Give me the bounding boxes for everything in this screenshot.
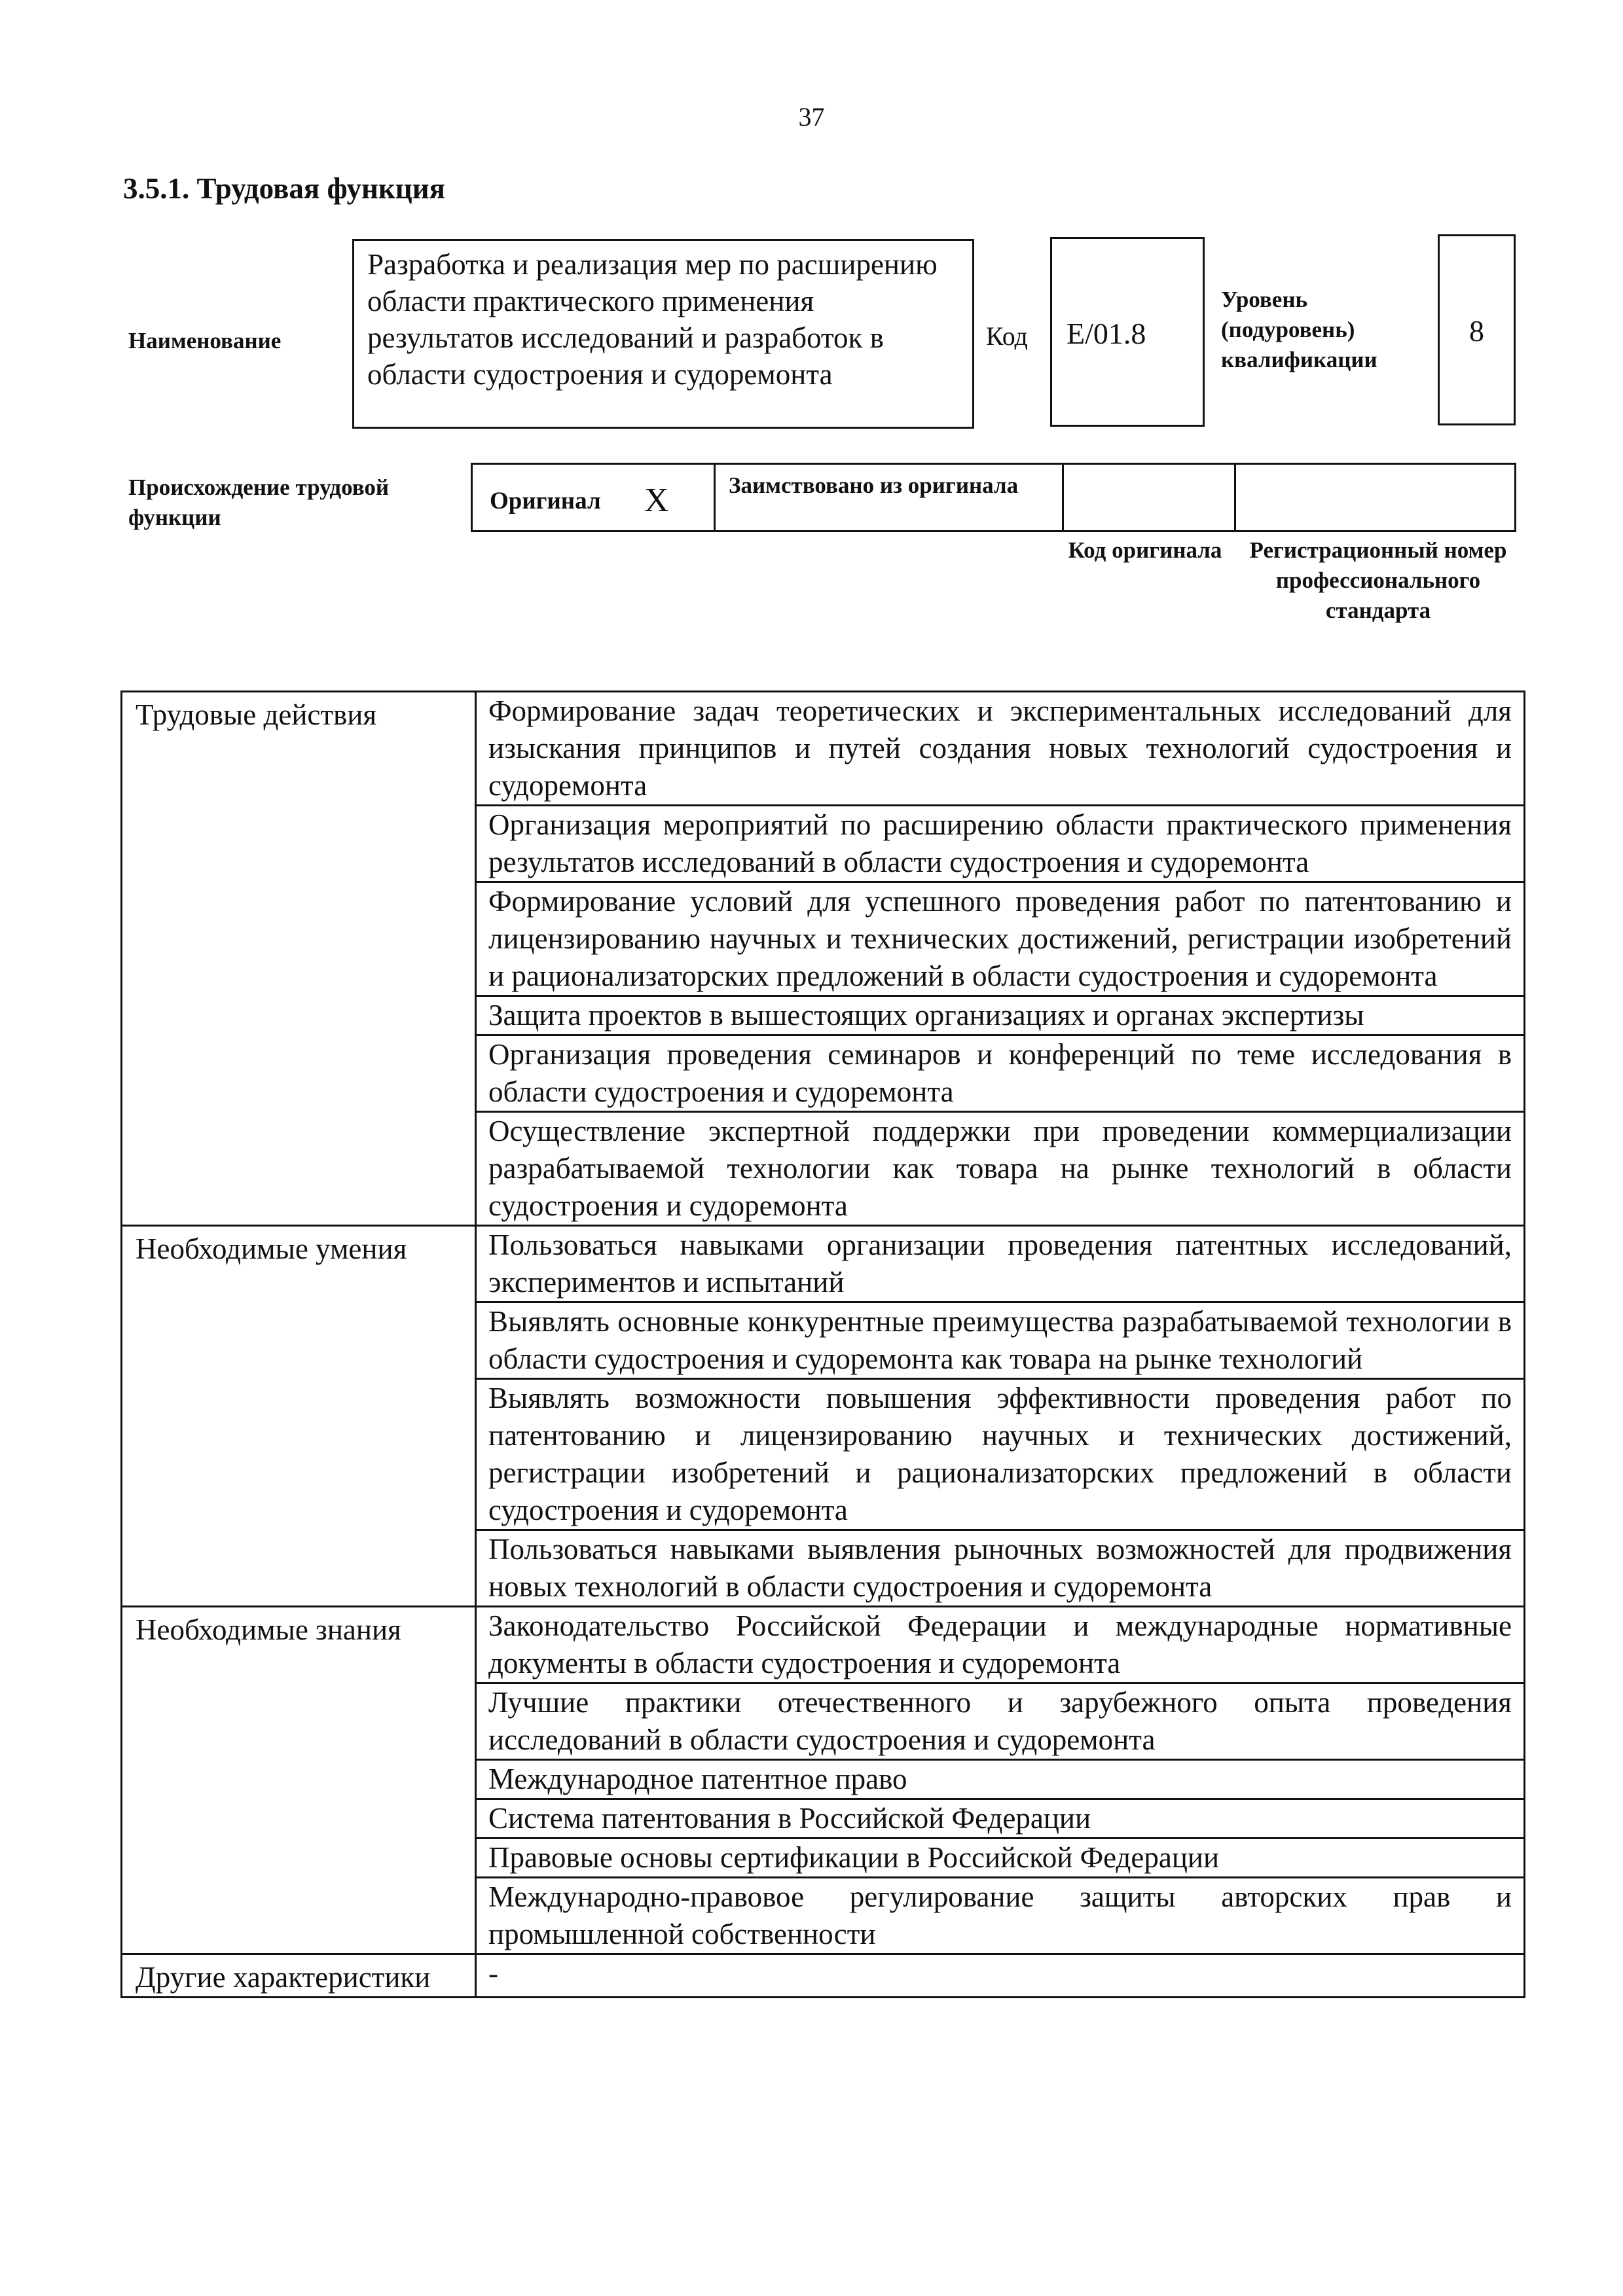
category-cell: Необходимые умения — [122, 1226, 476, 1607]
category-cell: Другие характеристики — [122, 1954, 476, 1998]
original-label: Оригинал — [490, 488, 601, 514]
description-cell: Осуществление экспертной поддержки при проведении коммерциализации разрабатываемой технологии как товара на рынке технологий в области судостроения и судоремонта — [476, 1112, 1525, 1226]
description-cell: Международно-правовое регулирование защиты авторских прав и промышленной собственности — [476, 1878, 1525, 1954]
registration-number-caption: Регистрационный номер профессионального стандарта — [1249, 537, 1507, 623]
function-name-box — [352, 239, 974, 429]
code-box — [1050, 237, 1205, 427]
function-name-value: Разработка и реализация мер по расширению области практического применения результатов исследований и разработок в области судостроения и судоремонта — [367, 248, 938, 391]
description-cell: Международное патентное право — [476, 1760, 1525, 1799]
original-mark: X — [644, 482, 669, 519]
original-code-caption: Код оригинала — [1068, 537, 1222, 563]
table-row — [122, 1226, 1525, 1302]
description-cell: Формирование условий для успешного проведения работ по патентованию и лицензированию научных и технических достижений, регистрации изобретений и рационализаторских предложений в области судостроения и судоремонта — [476, 882, 1525, 996]
description-cell: Пользоваться навыками организации проведения патентных исследований, экспериментов и испытаний — [476, 1226, 1525, 1302]
borrowed-label: Заимствовано из оригинала — [729, 473, 1019, 498]
original-cell — [473, 465, 716, 530]
level-value: 8 — [1469, 314, 1484, 348]
description-cell: Организация мероприятий по расширению области практического применения результатов исследований в области судостроения и судоремонта — [476, 806, 1525, 882]
original-code-cell — [1064, 465, 1236, 530]
function-details-table — [120, 691, 1525, 1998]
borrowed-cell — [716, 465, 1064, 530]
section-title: 3.5.1. Трудовая функция — [123, 172, 446, 205]
code-label: Код — [986, 321, 1028, 351]
code-value: E/01.8 — [1067, 317, 1146, 350]
description-cell: Лучшие практики отечественного и зарубежного опыта проведения исследований в области судостроения и судоремонта — [476, 1683, 1525, 1760]
name-label: Наименование — [128, 328, 282, 353]
origin-row — [471, 463, 1516, 532]
table-row — [122, 1607, 1525, 1683]
origin-label: Происхождение трудовой функции — [128, 475, 390, 530]
registration-number-cell — [1236, 465, 1514, 530]
description-cell: Пользоваться навыками выявления рыночных возможностей для продвижения новых технологий в области судостроения и судоремонта — [476, 1530, 1525, 1607]
description-cell: Законодательство Российской Федерации и международные нормативные документы в области судостроения и судоремонта — [476, 1607, 1525, 1683]
description-cell: Организация проведения семинаров и конференций по теме исследования в области судостроения и судоремонта — [476, 1035, 1525, 1112]
level-label: Уровень (подуровень) квалификации — [1221, 287, 1377, 372]
description-cell: Защита проектов в вышестоящих организациях и органах экспертизы — [476, 996, 1525, 1035]
description-cell: Выявлять основные конкурентные преимущества разрабатываемой технологии в области судостроения и судоремонта как товара на рынке технологий — [476, 1302, 1525, 1379]
category-cell: Трудовые действия — [122, 692, 476, 1226]
page-number: 37 — [798, 102, 825, 132]
description-cell: Выявлять возможности повышения эффективности проведения работ по патентованию и лицензированию научных и технических достижений, регистрации изобретений и рационализаторских предложений в области судостроения и судоремонта — [476, 1379, 1525, 1530]
description-cell: Формирование задач теоретических и экспериментальных исследований для изыскания принципов и путей создания новых технологий судостроения и судоремонта — [476, 692, 1525, 806]
description-cell: Правовые основы сертификации в Российской Федерации — [476, 1839, 1525, 1878]
description-cell: - — [476, 1954, 1525, 1998]
level-box — [1438, 234, 1516, 425]
table-row — [122, 692, 1525, 806]
table-row — [122, 1954, 1525, 1998]
category-cell: Необходимые знания — [122, 1607, 476, 1954]
description-cell: Система патентования в Российской Федерации — [476, 1799, 1525, 1839]
